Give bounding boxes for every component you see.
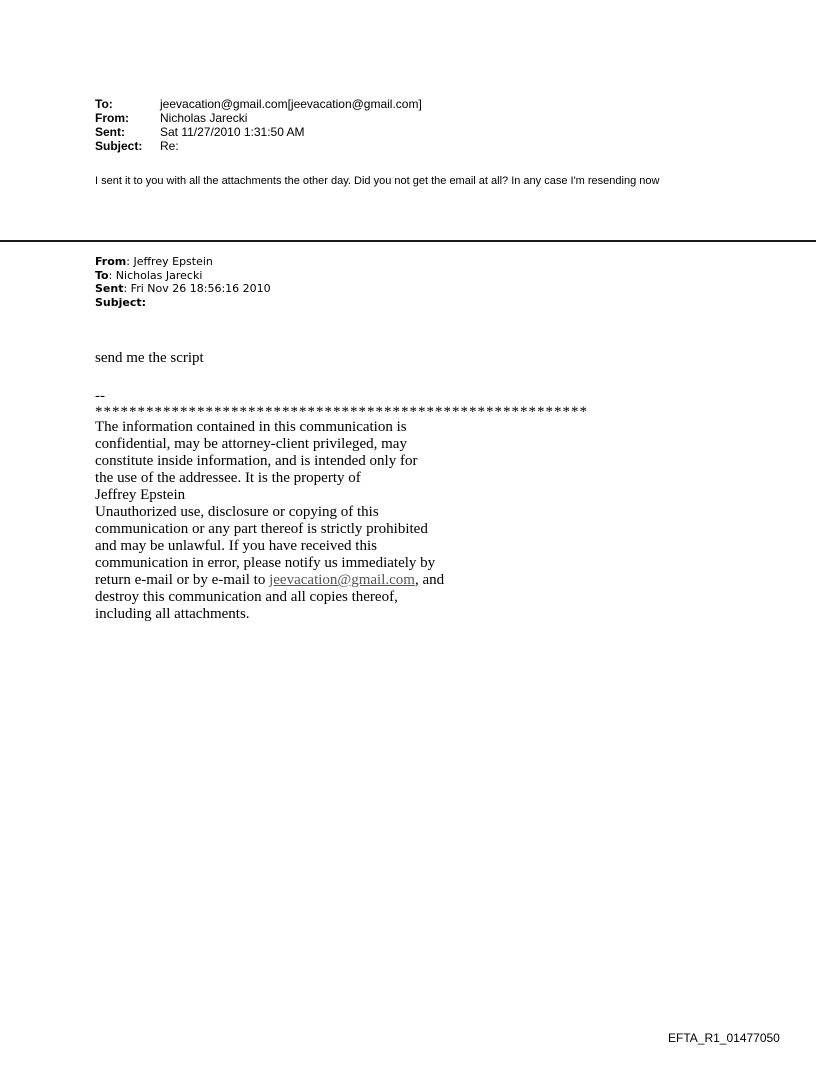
email-link[interactable]: jeevacation@gmail.com (269, 572, 415, 588)
disclaimer-link-line (95, 572, 588, 589)
disclaimer-line: the use of the addressee. It is the property of (95, 470, 361, 486)
header-sent-row (95, 125, 422, 139)
disclaimer-line: Unauthorized use, disclosure or copying of this (95, 504, 379, 520)
disclaimer-line: communication in error, please notify us immediately by (95, 555, 436, 571)
quoted-from-label: From (95, 255, 127, 268)
signature (95, 388, 588, 623)
quoted-header (95, 255, 271, 309)
header-subject-label: Subject: (95, 139, 143, 153)
quoted-to-label: To (95, 268, 109, 282)
document-id: EFTA_R1_01477050 (668, 1031, 780, 1045)
disclaimer-line: The information contained in this communication is (95, 419, 407, 435)
signature-stars: ********************************************************** (95, 404, 588, 420)
header-sent-value: Sat 11/27/2010 1:31:50 AM (160, 125, 305, 139)
quoted-sent-value: : Fri Nov 26 18:56:16 2010 (123, 282, 271, 295)
disclaimer-line: constitute inside information, and is intended only for (95, 453, 418, 469)
header-subject-value: Re: (160, 139, 179, 153)
disclaimer-line: confidential, may be attorney-client privileged, may (95, 436, 407, 452)
header-from-row (95, 111, 422, 125)
disclaimer-line: including all attachments. (95, 606, 250, 622)
disclaimer-line: communication or any part thereof is strictly prohibited (95, 521, 428, 537)
quoted-to-value: : Nicholas Jarecki (108, 268, 203, 282)
signature-dashes: -- (95, 388, 105, 404)
link-suffix: , and (414, 572, 445, 588)
disclaimer-line: Jeffrey Epstein (95, 487, 186, 503)
quoted-sent-label: Sent (95, 282, 124, 295)
header-to-row (95, 97, 422, 111)
header-from-value: Nicholas Jarecki (160, 111, 248, 125)
quoted-subject-value: : (141, 295, 147, 309)
header-to-value: jeevacation@gmail.com[jeevacation@gmail.com] (160, 97, 422, 111)
quoted-sent-row (95, 282, 271, 296)
header-subject-row (95, 139, 422, 153)
reply-body: I sent it to you with all the attachments the other day. Did you not get the email at all? In any case I'm resending now (95, 175, 660, 187)
header-sent-label: Sent: (95, 125, 125, 139)
quoted-from-row (95, 255, 271, 269)
header-to-label: To: (95, 97, 113, 111)
quoted-to-row (95, 269, 271, 283)
quoted-from-value: : Jeffrey Epstein (126, 255, 213, 268)
email-header (95, 97, 422, 153)
divider (0, 240, 816, 242)
disclaimer-line: and may be unlawful. If you have received this (95, 538, 377, 554)
link-prefix: return e-mail or by e-mail to (95, 572, 270, 588)
disclaimer (95, 419, 588, 623)
header-from-label: From: (95, 111, 129, 125)
quoted-subject-label: Subject (95, 295, 142, 309)
disclaimer-line: destroy this communication and all copies thereof, (95, 589, 398, 605)
quoted-subject-row (95, 296, 271, 310)
quoted-body: send me the script (95, 350, 204, 366)
